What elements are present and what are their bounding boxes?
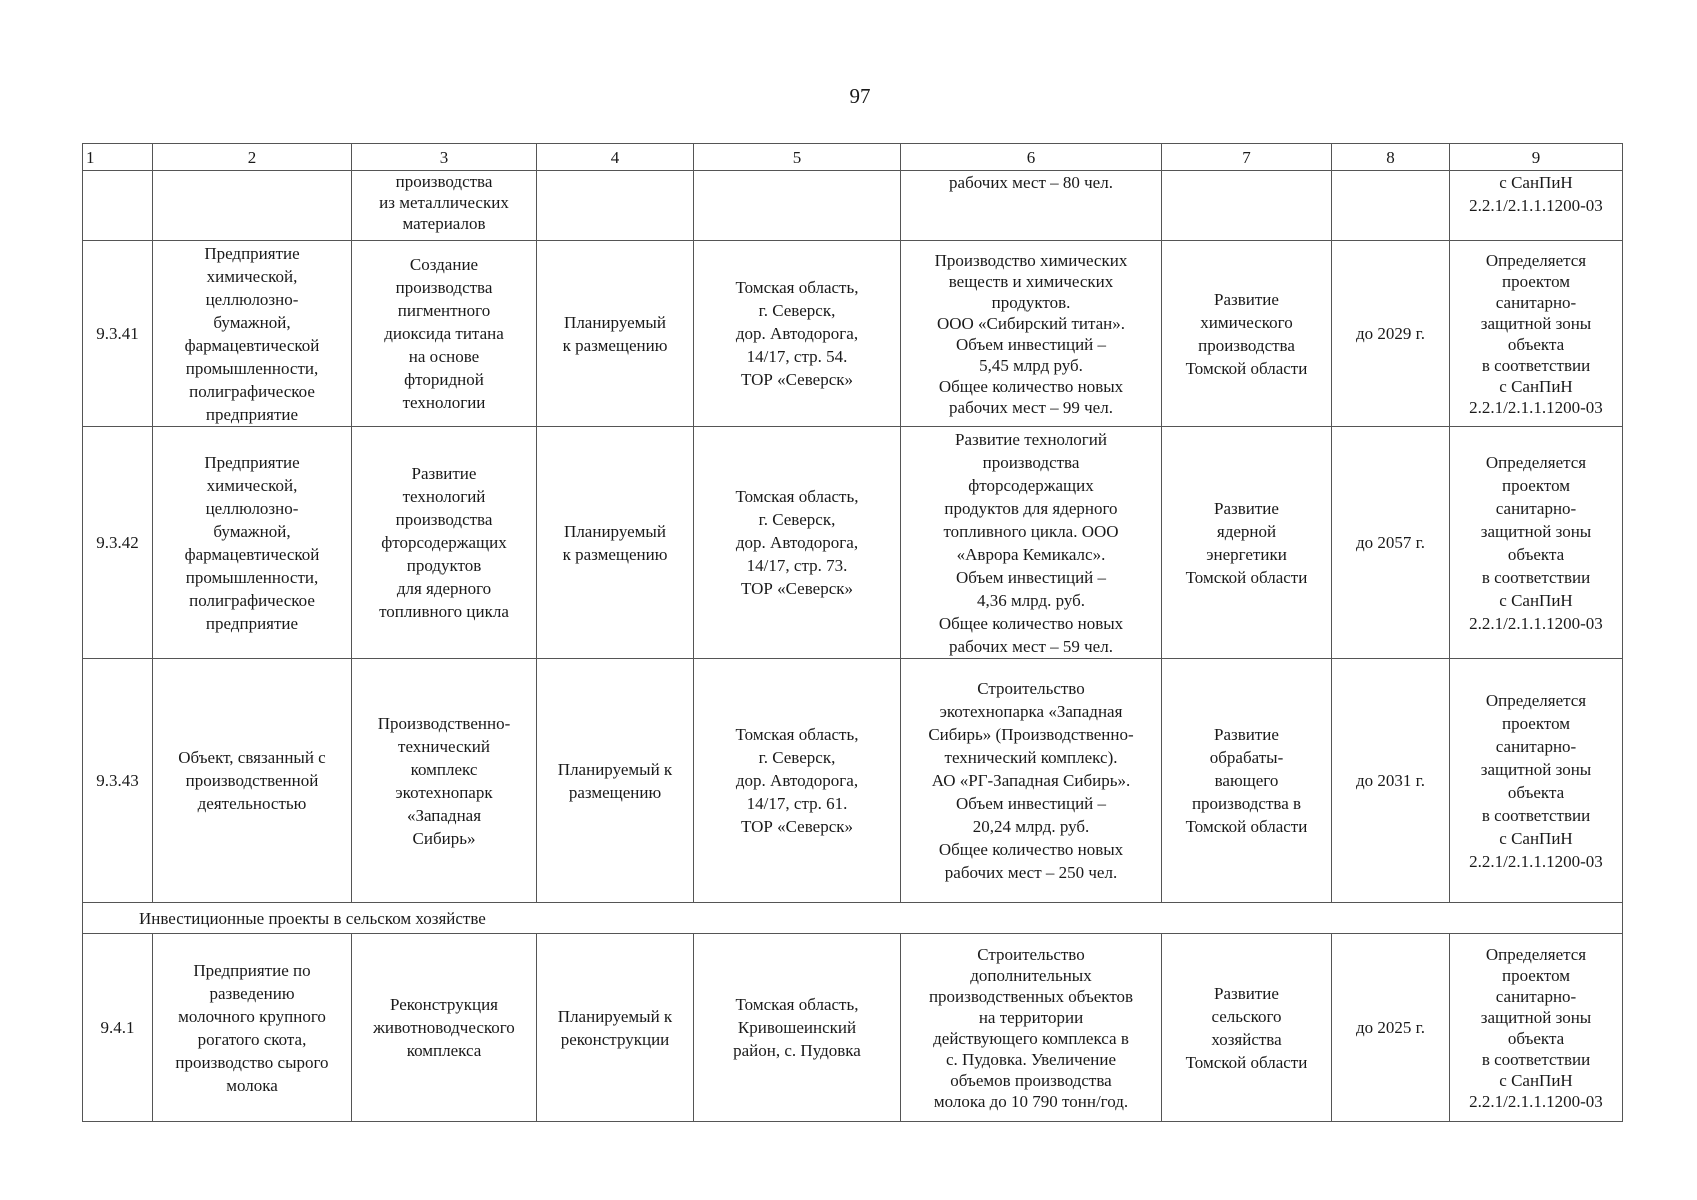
cell-object-type bbox=[153, 171, 352, 241]
cell-object-type: Предприятие по разведению молочного крупного рогатого скота, производство сырого молока bbox=[153, 934, 352, 1122]
cell-location: Томская область, г. Северск, дор. Автодорога, 14/17, стр. 54. ТОР «Северск» bbox=[694, 241, 901, 427]
table-row bbox=[83, 241, 1623, 427]
cell-object-name: Производственно- технический комплекс экотехнопарк «Западная Сибирь» bbox=[352, 659, 537, 903]
column-number-row bbox=[83, 144, 1623, 171]
cell-zone: Определяется проектом санитарно- защитной зоны объекта в соответствии с СанПиН 2.2.1/2.1.1.1200-03 bbox=[1450, 427, 1623, 659]
cell-zone: Определяется проектом санитарно- защитной зоны объекта в соответствии с СанПиН 2.2.1/2.1.1.1200-03 bbox=[1450, 934, 1623, 1122]
cell-object-type: Предприятие химической, целлюлозно- бумажной, фармацевтической промышленности, полиграфическое предприятие bbox=[153, 241, 352, 427]
cell-zone: Определяется проектом санитарно- защитной зоны объекта в соответствии с СанПиН 2.2.1/2.1.1.1200-03 bbox=[1450, 241, 1623, 427]
section-header-row bbox=[83, 903, 1623, 934]
cell-object-name: Создание производства пигментного диоксида титана на основе фторидной технологии bbox=[352, 241, 537, 427]
column-number-2: 2 bbox=[153, 144, 352, 171]
investment-projects-table bbox=[82, 143, 1623, 1122]
cell-location: Томская область, Кривошеинский район, с. Пудовка bbox=[694, 934, 901, 1122]
column-number-7: 7 bbox=[1162, 144, 1332, 171]
cell-object-name: производства из металлических материалов bbox=[352, 171, 537, 241]
cell-status: Планируемый к размещению bbox=[537, 241, 694, 427]
column-number-3: 3 bbox=[352, 144, 537, 171]
cell-term bbox=[1332, 171, 1450, 241]
cell-location: Томская область, г. Северск, дор. Автодорога, 14/17, стр. 61. ТОР «Северск» bbox=[694, 659, 901, 903]
cell-term: до 2025 г. bbox=[1332, 934, 1450, 1122]
cell-zone: Определяется проектом санитарно- защитной зоны объекта в соответствии с СанПиН 2.2.1/2.1.1.1200-03 bbox=[1450, 659, 1623, 903]
cell-object-name: Развитие технологий производства фторсодержащих продуктов для ядерного топливного цикла bbox=[352, 427, 537, 659]
cell-location bbox=[694, 171, 901, 241]
cell-number bbox=[83, 171, 153, 241]
cell-number: 9.3.42 bbox=[83, 427, 153, 659]
page-number: 97 bbox=[849, 84, 871, 108]
cell-description: Производство химических веществ и химических продуктов. ООО «Сибирский титан». Объем инвестиций – 5,45 млрд руб. Общее количество новых рабочих мест – 99 чел. bbox=[901, 241, 1162, 427]
cell-object-name: Реконструкция животноводческого комплекса bbox=[352, 934, 537, 1122]
continuation-row bbox=[83, 171, 1623, 241]
cell-object-type: Предприятие химической, целлюлозно- бумажной, фармацевтической промышленности, полиграфическое предприятие bbox=[153, 427, 352, 659]
cell-status: Планируемый к размещению bbox=[537, 427, 694, 659]
column-number-5: 5 bbox=[694, 144, 901, 171]
table-row bbox=[83, 427, 1623, 659]
column-number-1: 1 bbox=[83, 144, 153, 171]
cell-term: до 2029 г. bbox=[1332, 241, 1450, 427]
column-number-8: 8 bbox=[1332, 144, 1450, 171]
cell-status: Планируемый к реконструкции bbox=[537, 934, 694, 1122]
cell-zone: с СанПиН 2.2.1/2.1.1.1200-03 bbox=[1450, 171, 1623, 241]
cell-description: Строительство экотехнопарка «Западная Сибирь» (Производственно- технический комплекс). АО «РГ-Западная Сибирь». Объем инвестиций – 20,24 млрд. руб. Общее количество новых рабочих мест – 250 чел. bbox=[901, 659, 1162, 903]
column-number-6: 6 bbox=[901, 144, 1162, 171]
cell-status: Планируемый к размещению bbox=[537, 659, 694, 903]
cell-number: 9.3.43 bbox=[83, 659, 153, 903]
table-row bbox=[83, 934, 1623, 1122]
cell-term: до 2031 г. bbox=[1332, 659, 1450, 903]
cell-number: 9.3.41 bbox=[83, 241, 153, 427]
cell-status bbox=[537, 171, 694, 241]
cell-purpose: Развитие сельского хозяйства Томской области bbox=[1162, 934, 1332, 1122]
cell-purpose: Развитие ядерной энергетики Томской области bbox=[1162, 427, 1332, 659]
cell-number: 9.4.1 bbox=[83, 934, 153, 1122]
cell-purpose: Развитие обрабаты- вающего производства в Томской области bbox=[1162, 659, 1332, 903]
cell-location: Томская область, г. Северск, дор. Автодорога, 14/17, стр. 73. ТОР «Северск» bbox=[694, 427, 901, 659]
table-row bbox=[83, 659, 1623, 903]
cell-description: Развитие технологий производства фторсодержащих продуктов для ядерного топливного цикла. ООО «Аврора Кемикалс». Объем инвестиций – 4,36 млрд. руб. Общее количество новых рабочих мест – 59 чел. bbox=[901, 427, 1162, 659]
cell-purpose bbox=[1162, 171, 1332, 241]
column-number-4: 4 bbox=[537, 144, 694, 171]
section-title: Инвестиционные проекты в сельском хозяйстве bbox=[83, 903, 1623, 934]
column-number-9: 9 bbox=[1450, 144, 1623, 171]
cell-object-type: Объект, связанный с производственной деятельностью bbox=[153, 659, 352, 903]
cell-term: до 2057 г. bbox=[1332, 427, 1450, 659]
cell-purpose: Развитие химического производства Томской области bbox=[1162, 241, 1332, 427]
cell-description: рабочих мест – 80 чел. bbox=[901, 171, 1162, 241]
cell-description: Строительство дополнительных производственных объектов на территории действующего комплекса в с. Пудовка. Увеличение объемов производства молока до 10 790 тонн/год. bbox=[901, 934, 1162, 1122]
